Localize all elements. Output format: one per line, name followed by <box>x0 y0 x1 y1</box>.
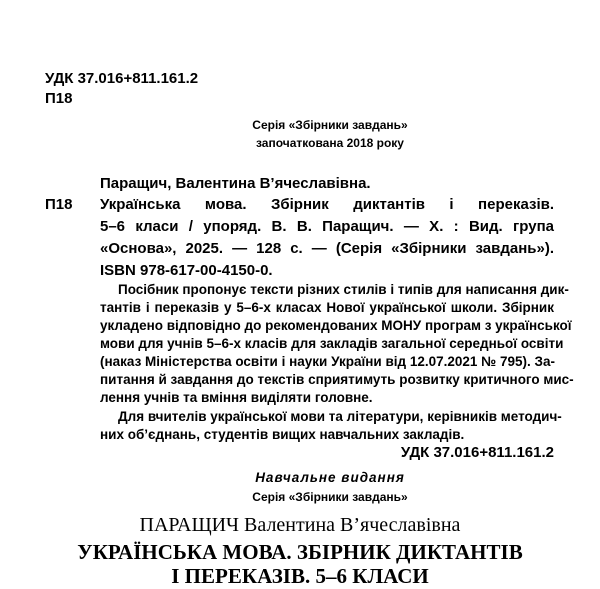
abstract-line: укладено відповідно до рекомендованих МОНУ програм з української <box>100 318 572 333</box>
bib-line: «Основа», 2025. — 128 с. — (Серія «Збірники завдань»). <box>100 240 554 257</box>
isbn: ISBN 978-617-00-4150-0. <box>100 262 273 279</box>
bib-line: Українська мова. Збірник диктантів і переказів. <box>100 196 554 213</box>
author-heading: Паращич, Валентина В’ячеславівна. <box>100 175 371 192</box>
book-title: УКРАЇНСЬКА МОВА. ЗБІРНИК ДИКТАНТІВ <box>77 540 523 564</box>
udk-code-right: УДК 37.016+811.161.2 <box>400 444 554 461</box>
audience-line: них об’єднань, студентів вищих навчальних закладів. <box>100 427 465 442</box>
catalog-index: П18 <box>45 90 73 107</box>
series-started-line: започаткована 2018 року <box>256 136 404 150</box>
series-line: Серія «Збірники завдань» <box>252 118 408 132</box>
audience-line: Для вчителів української мови та літератури, керівників методич- <box>118 409 562 424</box>
abstract-line: мови для учнів 5–6-х класів для закладів загальної середньої освіти <box>100 336 564 351</box>
abstract-line: питання й завдання до текстів сприятимуть розвитку критичного мис- <box>100 372 574 387</box>
catalog-index-card: П18 <box>45 196 73 213</box>
author-name: ПАРАЩИЧ Валентина В’ячеславівна <box>139 514 461 536</box>
abstract-line: лення учнів та вміння виділяти головне. <box>100 390 373 405</box>
udk-code: УДК 37.016+811.161.2 <box>45 70 199 87</box>
abstract-line: Посібник пропонує тексти різних стилів і типів для написання дик- <box>118 282 569 297</box>
abstract-line: тантів і переказів у 5–6-х класах Нової української школи. Збірник <box>100 300 554 315</box>
book-title-line2: І ПЕРЕКАЗІВ. 5–6 КЛАСИ <box>171 564 429 588</box>
edition-type: Навчальне видання <box>255 470 405 485</box>
abstract-line: (наказ Міністерства освіти і науки України від 12.07.2021 № 795). За- <box>100 354 555 369</box>
edition-series: Серія «Збірники завдань» <box>252 490 408 504</box>
bib-line: 5–6 класи / упоряд. В. В. Паращич. — Х. : Вид. група <box>100 218 554 235</box>
